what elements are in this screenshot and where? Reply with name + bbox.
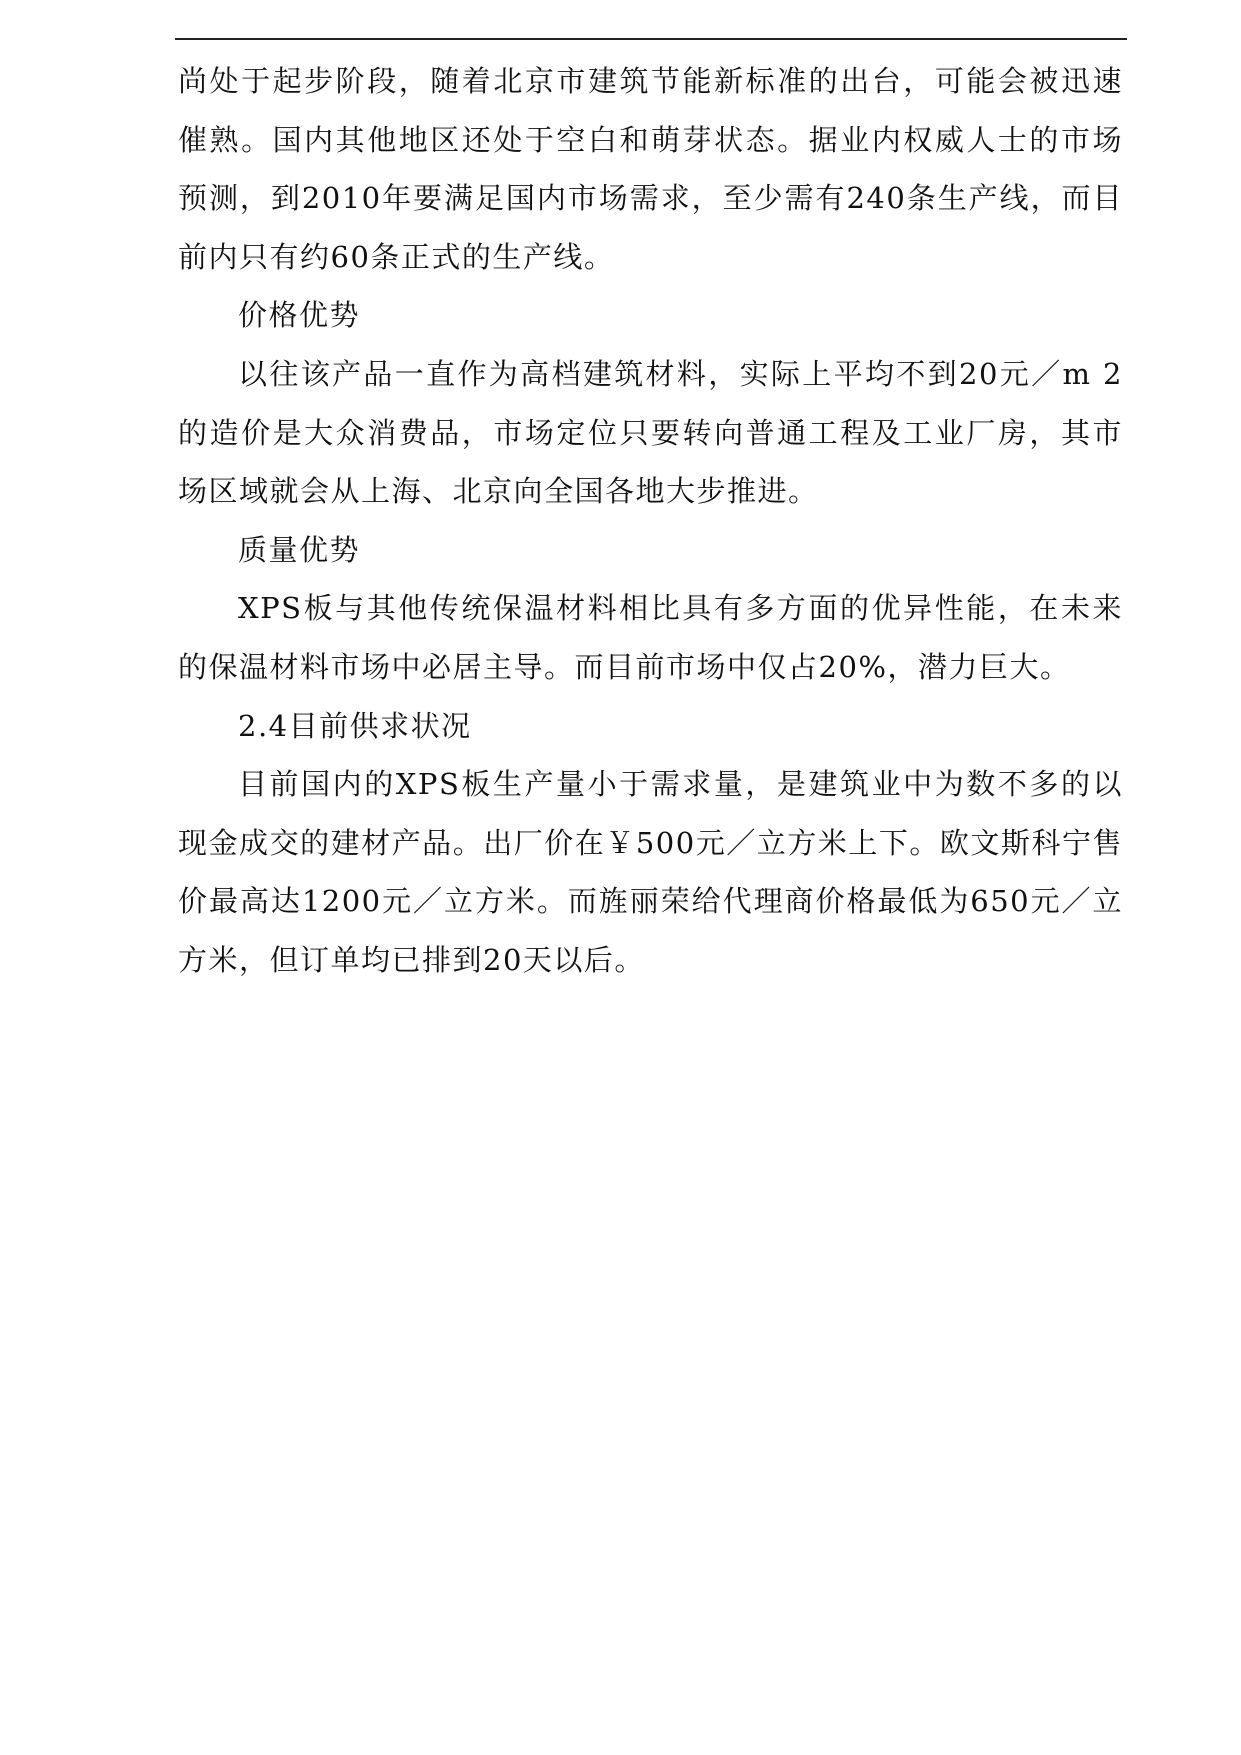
heading-quality-advantage: 质量优势	[238, 532, 361, 567]
header-rule	[175, 38, 1127, 40]
document-body	[178, 52, 1123, 990]
paragraph-price-advantage: 以往该产品一直作为高档建筑材料，实际上平均不到20元／m 2的造价是大众消费品，市场定位只要转向普通工程及工业厂房，其市场区域就会从上海、北京向全国各地大步推进。	[178, 356, 1123, 509]
paragraph-quality-advantage: XPS板与其他传统保温材料相比具有多方面的优异性能，在未来的保温材料市场中必居主导。而目前市场中仅占20%，潜力巨大。	[178, 591, 1123, 684]
paragraph-supply-demand: 目前国内的XPS板生产量小于需求量，是建筑业中为数不多的以现金成交的建材产品。出厂价在￥500元／立方米上下。欧文斯科宁售价最高达1200元／立方米。而旌丽荣给代理商价格最低为650元／立方米，但订单均已排到20天以后。	[178, 767, 1123, 977]
heading-price-advantage: 价格优势	[238, 298, 361, 333]
heading-supply-demand: 2.4目前供求状况	[238, 708, 472, 743]
paragraph-market-outlook: 尚处于起步阶段，随着北京市建筑节能新标准的出台，可能会被迅速催熟。国内其他地区还处于空白和萌芽状态。据业内权威人士的市场预测，到2010年要满足国内市场需求，至少需有240条生产线，而目前内只有约60条正式的生产线。	[178, 64, 1123, 274]
